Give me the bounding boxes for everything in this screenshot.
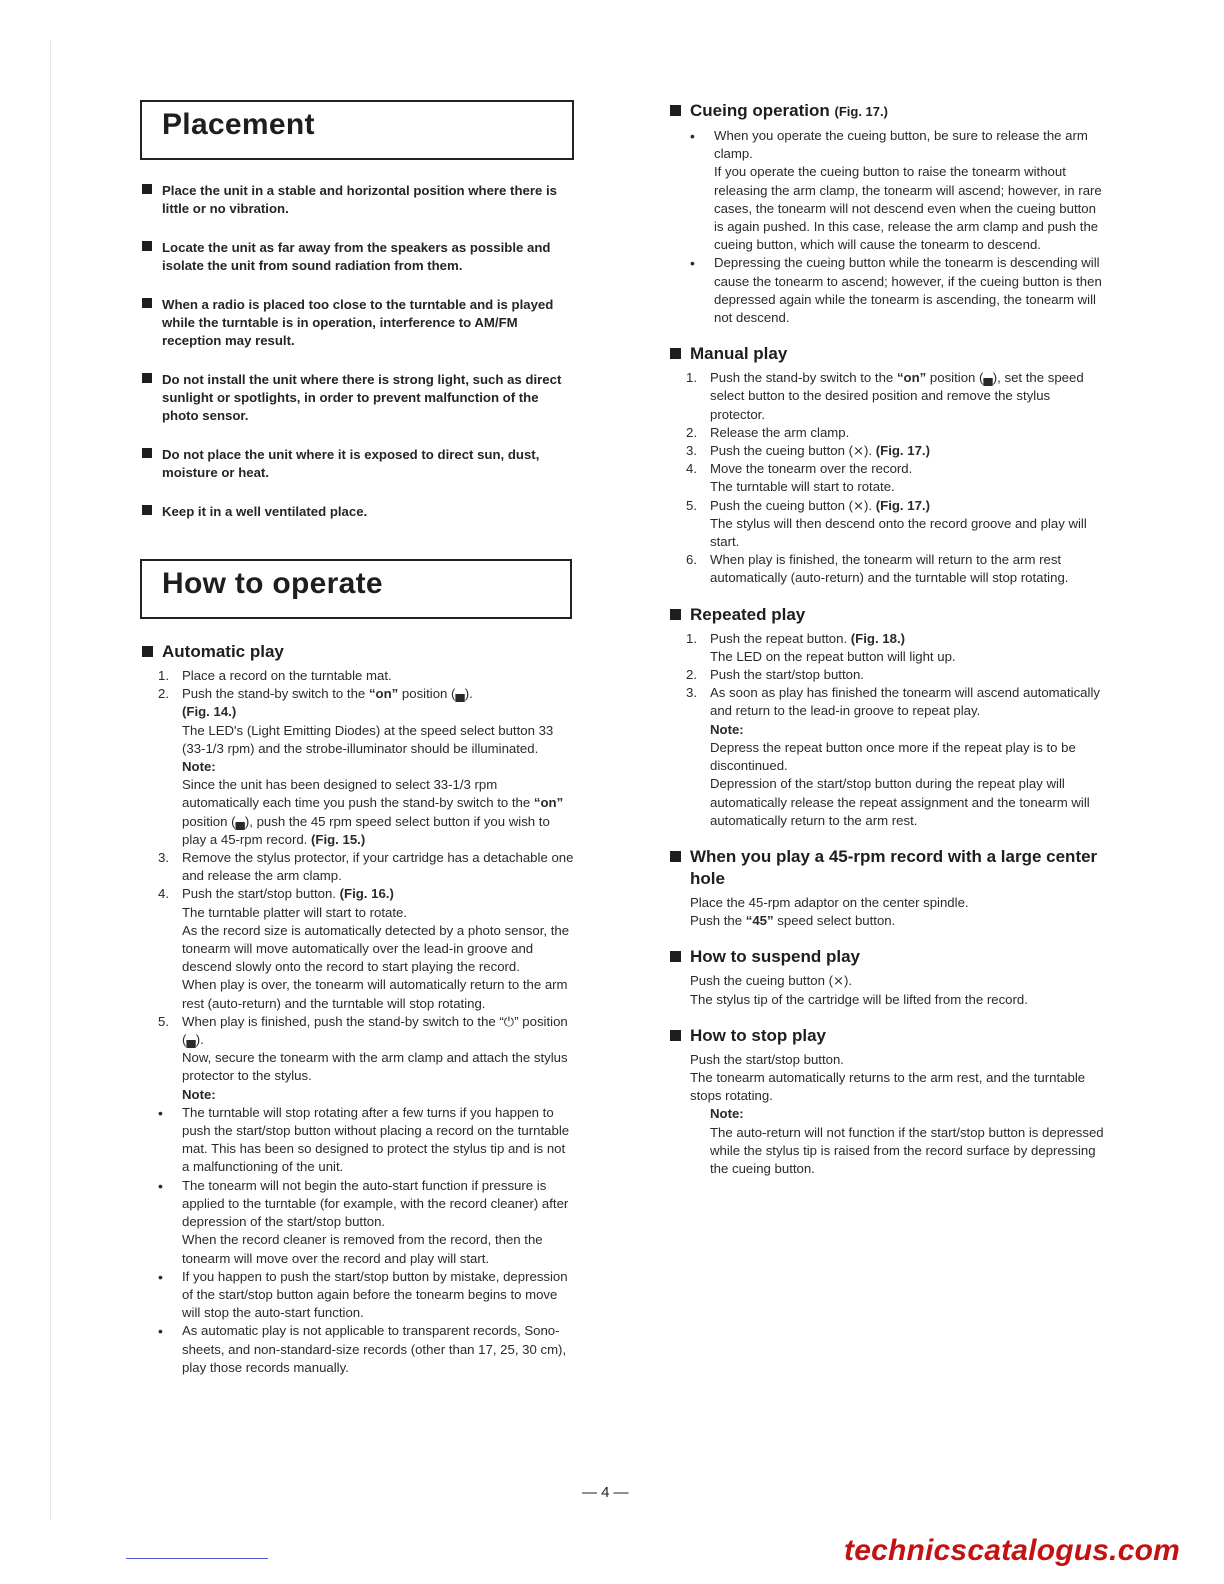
- step-item: 5. When play is finished, push the stand-by switch to the “⏻” position (▄). Now, secure the tonearm with the arm clamp and attach the stylus protector to the stylus. Note:: [158, 1013, 568, 1102]
- square-bullet-icon: [142, 505, 152, 515]
- square-bullet-icon: [670, 348, 681, 359]
- operate-title: How to operate: [162, 567, 383, 600]
- step-item: 6. When play is finished, the tonearm will return to the arm rest automatically (auto-return) and the turntable will stop rotating.: [686, 552, 1069, 586]
- bullet-item: • The turntable will stop rotating after a few turns if you happen to push the start/stop button without placing a record on the turntable mat. This has been so designed to protect the stylus tip and is not a malfunctioning of the unit.: [158, 1104, 570, 1175]
- step-item: 1. Place a record on the turntable mat.: [158, 668, 392, 683]
- bullet-item: • The tonearm will not begin the auto-start function if pressure is applied to the turntable (for example, with the record cleaner) after depression of the start/stop button. When the record cleaner is removed from the record, then the tonearm will move over the record and play will start.: [158, 1177, 569, 1266]
- square-bullet-icon: [670, 1030, 681, 1041]
- square-bullet-icon: [142, 298, 152, 308]
- square-bullet-icon: [670, 851, 681, 862]
- left-column: [140, 100, 576, 1393]
- step-item: 3. Remove the stylus protector, if your cartridge has a detachable one and release the arm clamp.: [158, 850, 574, 884]
- square-bullet-icon: [142, 241, 152, 251]
- suspend-play-heading: How to suspend play: [668, 946, 1104, 968]
- watermark-logo: technicscatalogus.com: [844, 1534, 1180, 1567]
- step-item: 5. Push the cueing button (⨯). (Fig. 17.) The stylus will then descend onto the record groove and play will start.: [686, 497, 1087, 550]
- square-bullet-icon: [142, 646, 153, 657]
- placement-title: Placement: [162, 108, 315, 141]
- placement-title-box: [140, 100, 574, 160]
- step-item: 1. Push the repeat button. (Fig. 18.) The LED on the repeat button will light up.: [686, 630, 956, 664]
- step-item: 2. Release the arm clamp.: [686, 424, 850, 440]
- manual-play-steps: [668, 369, 1104, 587]
- list-item: When a radio is placed too close to the turntable and is played while the turntable is in operation, interference to AM/FM reception may result.: [140, 296, 576, 350]
- large-hole-heading: When you play a 45-rpm record with a large center hole: [668, 846, 1104, 890]
- square-bullet-icon: [670, 951, 681, 962]
- scan-edge-line: [50, 40, 51, 1520]
- placement-list: [140, 182, 576, 521]
- list-item: Do not place the unit where it is exposed to direct sun, dust, moisture or heat.: [140, 446, 576, 482]
- bullet-item: • If you happen to push the start/stop button by mistake, depression of the start/stop button again before the tonearm begins to move will stop the auto-start function.: [158, 1268, 568, 1321]
- repeated-play-steps: [668, 630, 1104, 830]
- step-item: 3. As soon as play has finished the tonearm will ascend automatically and return to the lead-in groove to repeat play. Note: Depress the repeat button once more if the repeat play is to be discontinued. Depression of the start/stop button during the repeat play will automatically release the repeat assignment and the tonearm will automatically return to the arm rest.: [686, 685, 1100, 828]
- square-bullet-icon: [670, 609, 681, 620]
- list-item: Do not install the unit where there is strong light, such as direct sunlight or spotlights, in order to prevent malfunction of the photo sensor.: [140, 371, 576, 425]
- stop-play-heading: How to stop play: [668, 1025, 1104, 1047]
- right-column: [668, 100, 1104, 1194]
- footer-link-underline[interactable]: [126, 1558, 268, 1559]
- page-number: — 4 —: [582, 1484, 629, 1501]
- automatic-play-steps: [140, 667, 576, 1377]
- large-hole-text: Place the 45-rpm adaptor on the center spindle. Push the “45” speed select button.: [690, 894, 969, 929]
- bullet-item: • When you operate the cueing button, be sure to release the arm clamp. If you operate the cueing button to raise the tonearm without releasing the arm clamp, the tonearm will ascend; however, in rare cases, the tonearm will not descend even when the cueing button is again pushed. In this case, release the arm clamp and push the cueing button, which will cause the tonearm to descend.: [690, 128, 1102, 253]
- square-bullet-icon: [670, 105, 681, 116]
- bullet-item: • As automatic play is not applicable to transparent records, Sono-sheets, and non-standard-size records (other than 17, 25, 30 cm), play those records manually.: [158, 1323, 567, 1375]
- list-item: Locate the unit as far away from the speakers as possible and isolate the unit from sound radiation from them.: [140, 239, 576, 275]
- list-item: Keep it in a well ventilated place.: [140, 503, 576, 521]
- automatic-play-heading: Automatic play: [140, 641, 576, 663]
- stop-play-text: Push the start/stop button. The tonearm automatically returns to the arm rest, and the turntable stops rotating. Note: The auto-return will not function if the start/stop button is depressed while the stylus tip is raised from the record surface by depressing the cueing button.: [690, 1051, 1104, 1176]
- repeated-play-heading: Repeated play: [668, 604, 1104, 626]
- cueing-heading: Cueing operation (Fig. 17.): [668, 100, 1104, 123]
- square-bullet-icon: [142, 184, 152, 194]
- operate-title-box: [140, 559, 572, 619]
- suspend-play-text: Push the cueing button (⨯). The stylus tip of the cartridge will be lifted from the record.: [690, 973, 1028, 1007]
- step-item: 4. Move the tonearm over the record. The turntable will start to rotate.: [686, 461, 913, 495]
- square-bullet-icon: [142, 448, 152, 458]
- bullet-item: • Depressing the cueing button while the tonearm is descending will cause the tonearm to ascend; however, if the cueing button is then depressed again while the tonearm is ascending, the tonearm will not descend.: [690, 255, 1102, 326]
- list-item: Place the unit in a stable and horizontal position where there is little or no vibration.: [140, 182, 576, 218]
- step-item: 3. Push the cueing button (⨯). (Fig. 17.): [686, 443, 930, 459]
- step-item: 4. Push the start/stop button. (Fig. 16.) The turntable platter will start to rotate. As the record size is automatically detected by a photo sensor, the tonearm will move automatically over the lead-in groove and descend slowly onto the record to start playing the record. When play is over, the tonearm will automatically return to the arm rest (auto-return) and the turntable will stop rotating.: [158, 886, 570, 1011]
- square-bullet-icon: [142, 373, 152, 383]
- manual-play-heading: Manual play: [668, 343, 1104, 365]
- step-item: 2. Push the start/stop button.: [686, 667, 864, 683]
- step-item: 2. Push the stand-by switch to the “on” position (▄). (Fig. 14.) The LED's (Light Emitting Diodes) at the speed select button 33 (33-1/3 rpm) and the strobe-illuminator should be illuminated. Note: Since the unit has been designed to select 33-1/3 rpm automatically each time you push the stand-by switch to the “on” position (▄), push the 45 rpm speed select button if you wish to play a 45-rpm record. (Fig. 15.): [158, 686, 564, 847]
- cueing-list: [668, 127, 1104, 327]
- step-item: 1. Push the stand-by switch to the “on” position (▄), set the speed select button to the desired position and remove the stylus protector.: [686, 370, 1084, 422]
